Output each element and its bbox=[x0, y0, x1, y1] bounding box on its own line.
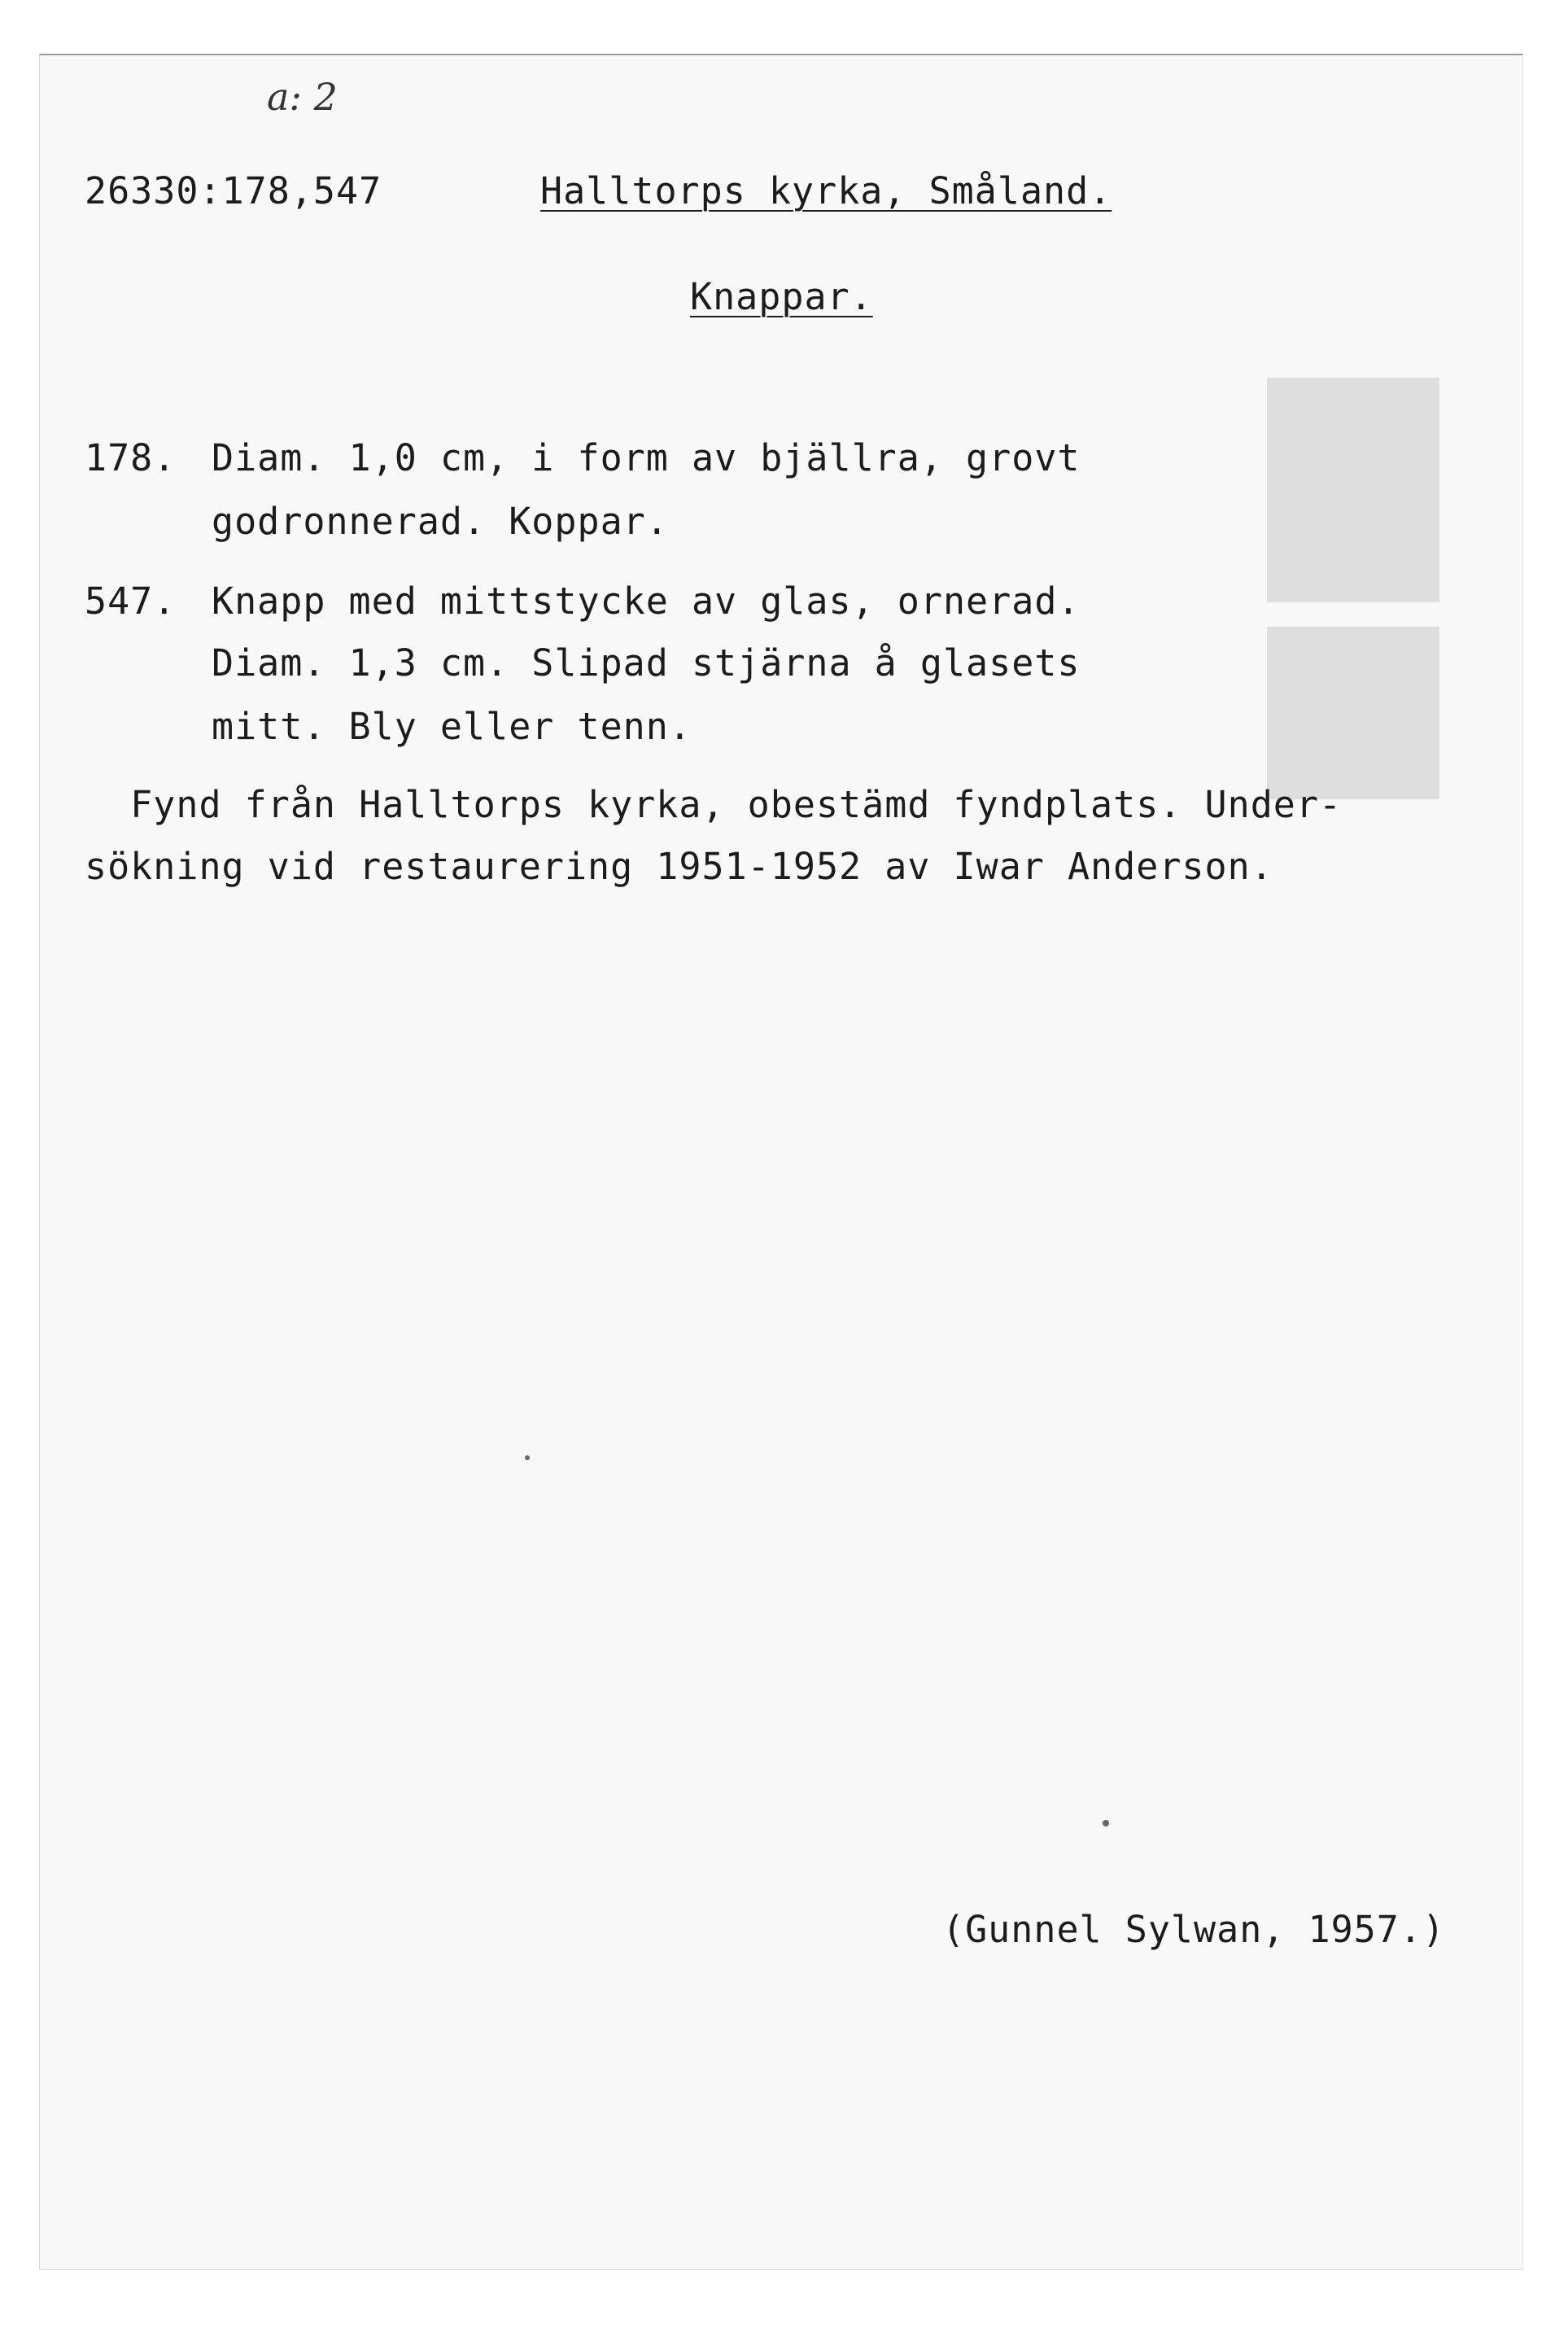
ink-speck bbox=[525, 1455, 530, 1460]
subject-heading: Knappar. bbox=[690, 275, 873, 318]
entry-text-line: mitt. Bly eller tenn. bbox=[212, 705, 692, 748]
find-note-line: sökning vid restaurering 1951-1952 av Iwar Anderson. bbox=[85, 845, 1273, 888]
entry-text-line: Knapp med mittstycke av glas, ornerad. bbox=[212, 580, 1081, 623]
ink-speck bbox=[1103, 1820, 1109, 1826]
handwritten-mark: a: 2 bbox=[267, 75, 338, 119]
location-heading: Halltorps kyrka, Småland. bbox=[540, 169, 1112, 212]
entry-text-line: Diam. 1,0 cm, i form av bjällra, grovt bbox=[212, 436, 1081, 479]
find-note-line: Fynd från Halltorps kyrka, obestämd fyndplats. Under- bbox=[85, 783, 1343, 826]
catalogue-number: 26330:178,547 bbox=[85, 169, 382, 212]
entry-text-line: Diam. 1,3 cm. Slipad stjärna å glasets bbox=[212, 641, 1081, 685]
entry-number: 547. bbox=[85, 580, 177, 623]
stamp-mark bbox=[1267, 378, 1439, 602]
entry-text-line: godronnerad. Koppar. bbox=[212, 500, 669, 543]
stamp-mark bbox=[1267, 627, 1439, 799]
entry-number: 178. bbox=[85, 436, 177, 479]
attribution: (Gunnel Sylwan, 1957.) bbox=[942, 1908, 1446, 1951]
